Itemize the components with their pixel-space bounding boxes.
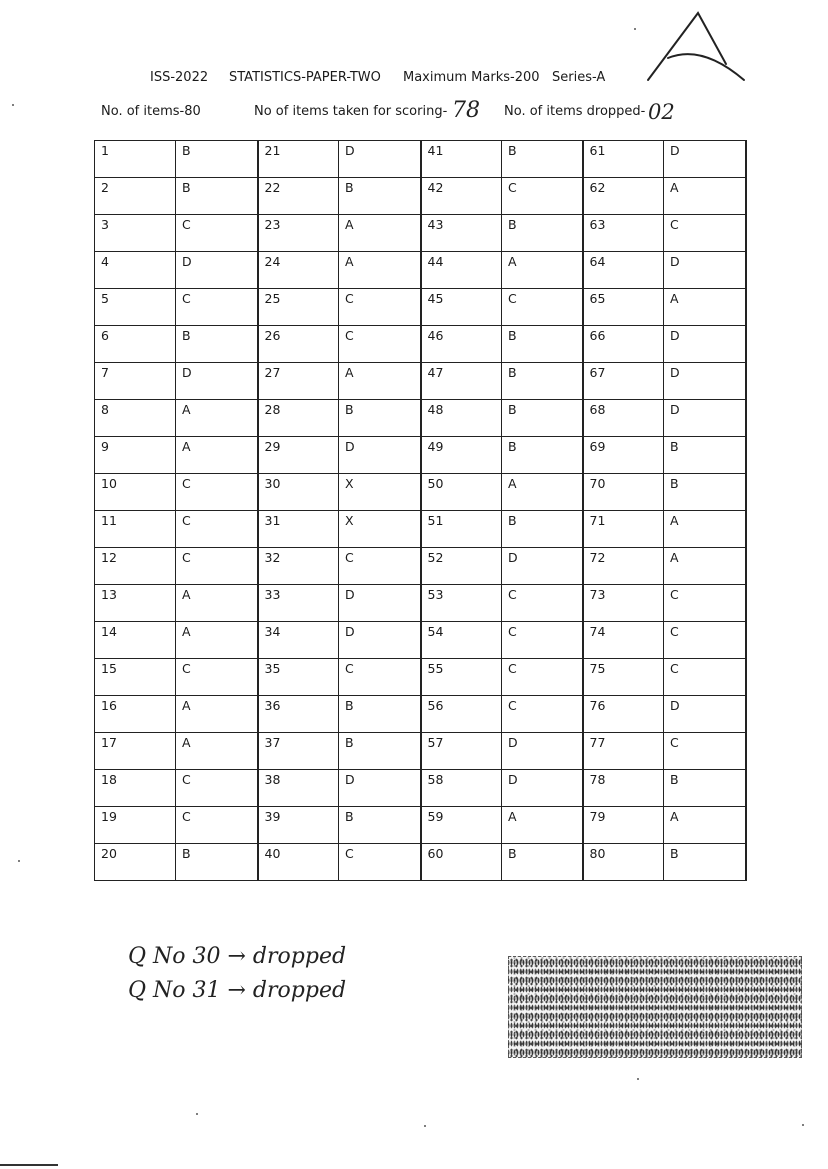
table-row: [95, 215, 746, 252]
note-dropped-30: Q No 30 → dropped: [128, 944, 347, 969]
paper-title: STATISTICS-PAPER-TWO: [229, 70, 381, 85]
question-number-cell: 57: [421, 733, 502, 770]
answer-cell: D: [664, 141, 746, 178]
answer-cell: B: [502, 363, 583, 400]
table-row: [95, 733, 746, 770]
question-number-cell: 16: [95, 696, 176, 733]
items-scored-label: No of items taken for scoring-: [254, 104, 448, 119]
answer-cell: D: [502, 733, 583, 770]
answer-cell: D: [176, 363, 258, 400]
table-row: [95, 141, 746, 178]
question-number-cell: 13: [95, 585, 176, 622]
answer-cell: C: [176, 548, 258, 585]
answer-cell: B: [664, 474, 746, 511]
question-number-cell: 24: [258, 252, 339, 289]
answer-cell: B: [339, 733, 421, 770]
question-number-cell: 4: [95, 252, 176, 289]
table-row: [95, 474, 746, 511]
question-number-cell: 63: [583, 215, 664, 252]
question-number-cell: 1: [95, 141, 176, 178]
question-number-cell: 56: [421, 696, 502, 733]
question-number-cell: 20: [95, 844, 176, 881]
question-number-cell: 38: [258, 770, 339, 807]
question-number-cell: 32: [258, 548, 339, 585]
question-number-cell: 42: [421, 178, 502, 215]
question-number-cell: 3: [95, 215, 176, 252]
scan-speck: [424, 1125, 426, 1127]
answer-cell: D: [664, 326, 746, 363]
question-number-cell: 44: [421, 252, 502, 289]
answer-cell: B: [339, 400, 421, 437]
answer-cell: D: [339, 622, 421, 659]
table-row: [95, 178, 746, 215]
question-number-cell: 62: [583, 178, 664, 215]
question-number-cell: 23: [258, 215, 339, 252]
scan-edge-line: [0, 1164, 58, 1166]
question-number-cell: 30: [258, 474, 339, 511]
question-number-cell: 11: [95, 511, 176, 548]
answer-cell: C: [664, 733, 746, 770]
question-number-cell: 36: [258, 696, 339, 733]
question-number-cell: 34: [258, 622, 339, 659]
question-number-cell: 39: [258, 807, 339, 844]
answer-cell: D: [502, 770, 583, 807]
question-number-cell: 74: [583, 622, 664, 659]
question-number-cell: 7: [95, 363, 176, 400]
maximum-marks: Maximum Marks-200: [403, 70, 540, 85]
question-number-cell: 28: [258, 400, 339, 437]
answer-cell: D: [664, 696, 746, 733]
question-number-cell: 80: [583, 844, 664, 881]
items-total: No. of items-80: [101, 104, 201, 119]
answer-cell: D: [339, 437, 421, 474]
question-number-cell: 69: [583, 437, 664, 474]
table-row: [95, 289, 746, 326]
items-scored-value: 78: [452, 98, 480, 123]
table-row: [95, 548, 746, 585]
series-letter-handwritten: [640, 8, 750, 88]
question-number-cell: 25: [258, 289, 339, 326]
answer-cell: B: [339, 696, 421, 733]
answer-cell: A: [339, 252, 421, 289]
question-number-cell: 37: [258, 733, 339, 770]
answer-cell: C: [176, 511, 258, 548]
question-number-cell: 68: [583, 400, 664, 437]
question-number-cell: 52: [421, 548, 502, 585]
question-number-cell: 5: [95, 289, 176, 326]
answer-cell: B: [339, 807, 421, 844]
question-number-cell: 12: [95, 548, 176, 585]
answer-cell: C: [176, 770, 258, 807]
question-number-cell: 35: [258, 659, 339, 696]
answer-cell: C: [176, 289, 258, 326]
question-number-cell: 61: [583, 141, 664, 178]
table-row: [95, 363, 746, 400]
answer-cell: B: [664, 437, 746, 474]
question-number-cell: 2: [95, 178, 176, 215]
answer-cell: B: [502, 511, 583, 548]
answer-cell: A: [339, 215, 421, 252]
question-number-cell: 29: [258, 437, 339, 474]
question-number-cell: 55: [421, 659, 502, 696]
note-dropped-31: Q No 31 → dropped: [128, 978, 347, 1003]
answer-cell: C: [176, 807, 258, 844]
question-number-cell: 43: [421, 215, 502, 252]
answer-cell: A: [176, 733, 258, 770]
question-number-cell: 22: [258, 178, 339, 215]
table-row: [95, 696, 746, 733]
question-number-cell: 77: [583, 733, 664, 770]
question-number-cell: 27: [258, 363, 339, 400]
answer-cell: B: [176, 178, 258, 215]
question-number-cell: 76: [583, 696, 664, 733]
table-row: [95, 770, 746, 807]
question-number-cell: 51: [421, 511, 502, 548]
answer-cell: A: [664, 178, 746, 215]
answer-cell: B: [176, 326, 258, 363]
scan-speck: [196, 1113, 198, 1115]
answer-cell: B: [502, 844, 583, 881]
items-dropped-label: No. of items dropped-: [504, 104, 646, 119]
question-number-cell: 50: [421, 474, 502, 511]
table-row: [95, 252, 746, 289]
question-number-cell: 47: [421, 363, 502, 400]
question-number-cell: 21: [258, 141, 339, 178]
answer-cell: C: [664, 215, 746, 252]
answer-cell: B: [664, 844, 746, 881]
answer-cell: A: [176, 437, 258, 474]
question-number-cell: 17: [95, 733, 176, 770]
table-row: [95, 511, 746, 548]
question-number-cell: 9: [95, 437, 176, 474]
table-row: [95, 622, 746, 659]
answer-cell: C: [339, 548, 421, 585]
question-number-cell: 67: [583, 363, 664, 400]
answer-cell: A: [176, 400, 258, 437]
answer-cell: D: [339, 770, 421, 807]
answer-cell: B: [339, 178, 421, 215]
scan-speck: [802, 1124, 804, 1126]
question-number-cell: 26: [258, 326, 339, 363]
answer-cell: C: [502, 178, 583, 215]
question-number-cell: 65: [583, 289, 664, 326]
answer-cell: B: [502, 400, 583, 437]
scan-speck: [18, 860, 20, 862]
answer-cell: C: [664, 622, 746, 659]
scan-speck: [637, 1078, 639, 1080]
scan-speck: [634, 28, 636, 30]
question-number-cell: 60: [421, 844, 502, 881]
question-number-cell: 78: [583, 770, 664, 807]
question-number-cell: 58: [421, 770, 502, 807]
answer-cell: D: [339, 585, 421, 622]
question-number-cell: 48: [421, 400, 502, 437]
answer-cell: X: [339, 474, 421, 511]
question-number-cell: 10: [95, 474, 176, 511]
answer-cell: C: [502, 659, 583, 696]
question-number-cell: 59: [421, 807, 502, 844]
question-number-cell: 70: [583, 474, 664, 511]
exam-code: ISS-2022: [150, 70, 209, 85]
answer-cell: B: [502, 141, 583, 178]
question-number-cell: 53: [421, 585, 502, 622]
question-number-cell: 14: [95, 622, 176, 659]
answer-cell: A: [664, 289, 746, 326]
question-number-cell: 49: [421, 437, 502, 474]
answer-cell: C: [664, 659, 746, 696]
question-number-cell: 66: [583, 326, 664, 363]
answer-cell: D: [176, 252, 258, 289]
official-stamp: [508, 956, 802, 1058]
question-number-cell: 18: [95, 770, 176, 807]
table-row: [95, 400, 746, 437]
question-number-cell: 8: [95, 400, 176, 437]
answer-cell: B: [664, 770, 746, 807]
answer-cell: A: [664, 807, 746, 844]
answer-cell: C: [502, 622, 583, 659]
answer-cell: A: [339, 363, 421, 400]
answer-cell: B: [176, 844, 258, 881]
items-dropped-value: 02: [648, 100, 675, 124]
answer-cell: A: [502, 474, 583, 511]
answer-cell: B: [502, 437, 583, 474]
question-number-cell: 71: [583, 511, 664, 548]
scan-speck: [12, 104, 14, 106]
answer-cell: A: [176, 585, 258, 622]
question-number-cell: 41: [421, 141, 502, 178]
question-number-cell: 79: [583, 807, 664, 844]
question-number-cell: 45: [421, 289, 502, 326]
answer-cell: B: [502, 326, 583, 363]
answer-cell: C: [176, 215, 258, 252]
answer-key-table: [94, 140, 747, 881]
answer-cell: C: [339, 289, 421, 326]
question-number-cell: 40: [258, 844, 339, 881]
answer-cell: C: [502, 585, 583, 622]
answer-cell: B: [176, 141, 258, 178]
answer-cell: A: [502, 807, 583, 844]
answer-cell: C: [176, 474, 258, 511]
question-number-cell: 54: [421, 622, 502, 659]
answer-cell: A: [664, 511, 746, 548]
svg-text:A: A: [690, 61, 696, 70]
answer-cell: D: [664, 252, 746, 289]
answer-cell: C: [502, 696, 583, 733]
table-row: [95, 326, 746, 363]
answer-cell: D: [664, 400, 746, 437]
question-number-cell: 33: [258, 585, 339, 622]
series-label: Series-A: [552, 70, 606, 85]
table-row: [95, 844, 746, 881]
answer-cell: C: [339, 659, 421, 696]
answer-cell: C: [339, 844, 421, 881]
answer-cell: C: [176, 659, 258, 696]
answer-cell: D: [339, 141, 421, 178]
table-row: [95, 659, 746, 696]
table-row: [95, 585, 746, 622]
answer-cell: A: [176, 696, 258, 733]
question-number-cell: 6: [95, 326, 176, 363]
answer-cell: C: [339, 326, 421, 363]
question-number-cell: 64: [583, 252, 664, 289]
answer-cell: D: [664, 363, 746, 400]
question-number-cell: 73: [583, 585, 664, 622]
answer-cell: A: [176, 622, 258, 659]
question-number-cell: 72: [583, 548, 664, 585]
question-number-cell: 15: [95, 659, 176, 696]
table-row: [95, 437, 746, 474]
question-number-cell: 46: [421, 326, 502, 363]
answer-cell: A: [502, 252, 583, 289]
question-number-cell: 31: [258, 511, 339, 548]
answer-cell: C: [664, 585, 746, 622]
answer-cell: X: [339, 511, 421, 548]
answer-cell: B: [502, 215, 583, 252]
table-row: [95, 807, 746, 844]
answer-cell: D: [502, 548, 583, 585]
question-number-cell: 75: [583, 659, 664, 696]
answer-cell: C: [502, 289, 583, 326]
question-number-cell: 19: [95, 807, 176, 844]
answer-cell: A: [664, 548, 746, 585]
